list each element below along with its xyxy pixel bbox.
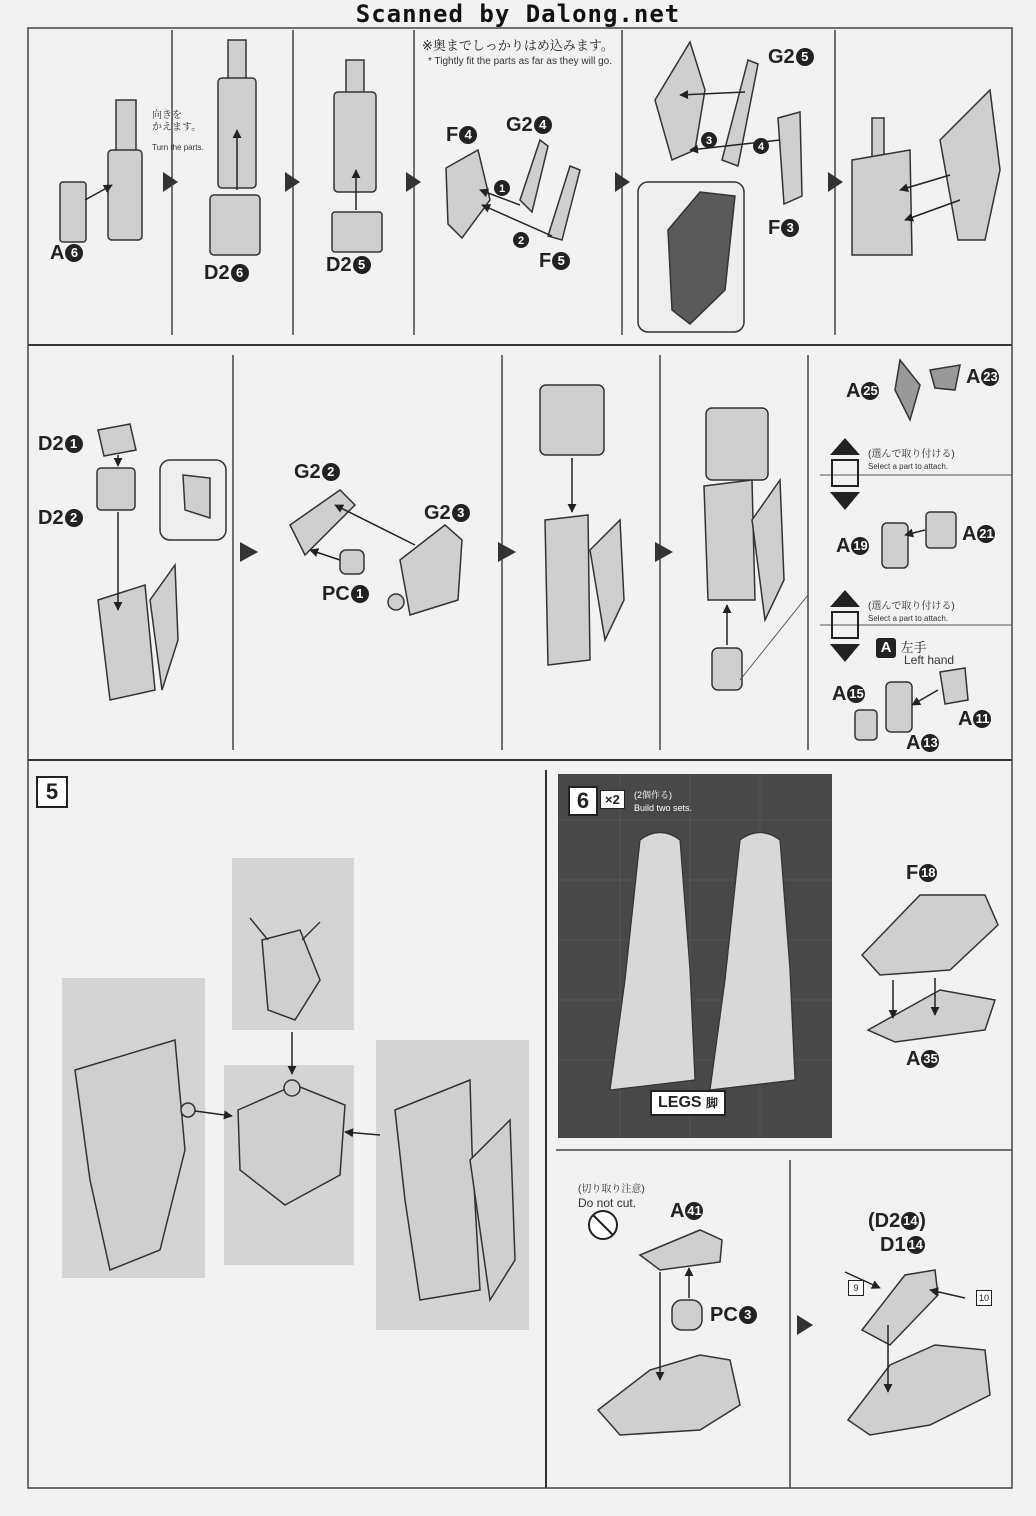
left-hand-en: Left hand (904, 653, 955, 667)
seal-10: 10 (976, 1290, 992, 1306)
label-d2-6: D2 6 (204, 262, 249, 285)
select-note-jp-1: (選んで取り付ける) (868, 449, 955, 460)
legs-tag (650, 1090, 726, 1116)
label-g2-3: G2 3 (424, 502, 470, 525)
multiplier-badge: ×2 (600, 790, 625, 809)
label-f18: F 18 (906, 862, 936, 884)
hand-badge: A (876, 638, 896, 658)
label-a41: A 41 (670, 1200, 702, 1222)
label-pc1: PC 1 (322, 583, 369, 606)
label-a15: A 15 (832, 683, 864, 705)
label-d1-14: D1 14 (880, 1234, 923, 1256)
select-note-en-2: Select a part to attach. (868, 614, 949, 623)
seal-9: 9 (848, 1280, 864, 1296)
label-a13: A 13 (906, 732, 938, 754)
label-f4: F 4 (446, 124, 477, 147)
label-a19: A 19 (836, 535, 868, 557)
seq-3: 3 (705, 135, 713, 147)
build-two-en: Build two sets. (634, 803, 693, 813)
label-pc3: PC 3 (710, 1304, 757, 1327)
legs-jp: 脚 (706, 1096, 719, 1110)
build-two-jp: (2個作る) (634, 790, 672, 800)
label-a25: A 25 (846, 380, 878, 402)
label-g2-4: G2 4 (506, 114, 552, 137)
label-d2-1: D2 1 (38, 433, 83, 456)
tight-fit-note-jp: ※奥までしっかりはめ込みます。 (422, 38, 614, 53)
legs-label: LEGS (658, 1094, 702, 1111)
seq-4: 4 (757, 141, 765, 153)
label-g2-5: G2 5 (768, 46, 814, 69)
turn-note-jp: 向きを かえます。 (152, 110, 202, 133)
do-not-cut-jp: (切り取り注意) (578, 1184, 645, 1195)
label-a23: A 23 (966, 366, 998, 388)
label-a35: A 35 (906, 1048, 938, 1070)
scan-banner: Scanned by Dalong.net (355, 0, 681, 28)
label-a11: A 11 (958, 708, 991, 731)
seq-1: 1 (498, 183, 506, 195)
label-f3: F 3 (768, 217, 799, 240)
step-6-number: 6 (568, 786, 598, 816)
select-note-jp-2: (選んで取り付ける) (868, 601, 955, 612)
seq-2: 2 (517, 235, 525, 247)
label-d2-14: (D2 14) (868, 1210, 926, 1232)
label-a21: A 21 (962, 523, 994, 545)
label-f5: F 5 (539, 250, 570, 273)
label-d2-5: D2 5 (326, 254, 371, 277)
step-5-number: 5 (36, 776, 68, 808)
do-not-cut-en: Do not cut. (578, 1196, 637, 1210)
tight-fit-note-en: * Tightly fit the parts as far as they will go. (428, 56, 612, 67)
turn-note-en: Turn the parts. (152, 143, 204, 152)
label-a6: A 6 (50, 242, 83, 265)
select-note-en-1: Select a part to attach. (868, 462, 949, 471)
left-hand-jp: 左手 (900, 640, 927, 655)
label-d2-2: D2 2 (38, 507, 83, 530)
label-g2-2: G2 2 (294, 461, 340, 484)
